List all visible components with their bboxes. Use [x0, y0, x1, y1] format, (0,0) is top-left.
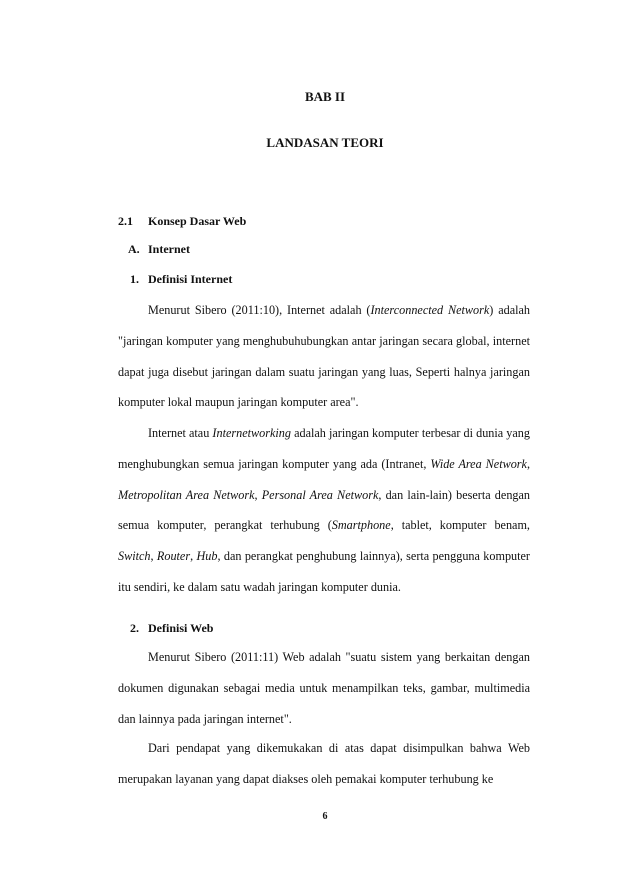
chapter-heading: BAB II — [304, 89, 346, 104]
term-wan: Wide Area Network — [430, 456, 527, 471]
subsection-heading — [128, 242, 190, 257]
item1-number: 1. — [130, 272, 139, 286]
section-heading — [118, 214, 246, 229]
paragraph-internet-definition: Menurut Sibero (2011:10), Internet adalah (Interconnected Network) adalah "jaringan komputer yang menghubuhubungkan antar jaringan secara global, internet dapat juga disebut jaringan dalam suatu jaringan yang luas, Seperti halnya jaringan komputer lokal maupun jaringan komputer area". — [118, 303, 530, 410]
item2-number: 2. — [130, 621, 139, 635]
paragraph-web-definition: Menurut Sibero (2011:11) Web adalah "suatu sistem yang berkaitan dengan dokumen digunakan sebagai media untuk menampilkan teks, gambar, multimedia dan lainnya pada jaringan internet". — [118, 650, 530, 726]
term-hub: Hub — [196, 549, 218, 564]
term-internetworking: Internetworking — [212, 426, 291, 440]
term-router: Router — [156, 549, 191, 564]
subsection-title: Internet — [148, 242, 190, 256]
page-number: 6 — [322, 811, 328, 822]
chapter-title: LANDASAN TEORI — [266, 135, 384, 150]
term-switch: Switch — [118, 549, 151, 564]
term-pan: Personal Area Network — [261, 487, 379, 502]
section-title: Konsep Dasar Web — [148, 214, 247, 228]
paragraph-internetworking: Internet atau Internetworking adalah jaringan komputer terbesar di dunia yang menghubungkan semua jaringan komputer yang ada (Intranet, Wide Area Network, Metropolitan Area Network, Personal Area Network, dan lain-lain) beserta dengan semua komputer, perangkat terhubung (Smartphone, tablet, komputer benam, Switch, Router, Hub, dan perangkat penghubung lainnya), serta pengguna komputer itu sendiri, ke dalam satu wadah jaringan komputer dunia. — [118, 426, 531, 594]
term-man: Metropolitan Area Network — [118, 487, 255, 502]
item1-heading — [130, 272, 232, 287]
item1-title: Definisi Internet — [148, 272, 233, 286]
term-interconnected-network: Interconnected Network — [370, 303, 490, 317]
paragraph-web-conclusion: Dari pendapat yang dikemukakan di atas dapat disimpulkan bahwa Web merupakan layanan yang dapat diakses oleh pemakai komputer terhubung ke — [118, 741, 530, 786]
item2-heading — [130, 621, 213, 636]
item2-title: Definisi Web — [148, 621, 214, 635]
term-smartphone: Smartphone — [331, 518, 391, 533]
subsection-letter: A. — [128, 242, 140, 256]
section-number: 2.1 — [118, 214, 133, 228]
